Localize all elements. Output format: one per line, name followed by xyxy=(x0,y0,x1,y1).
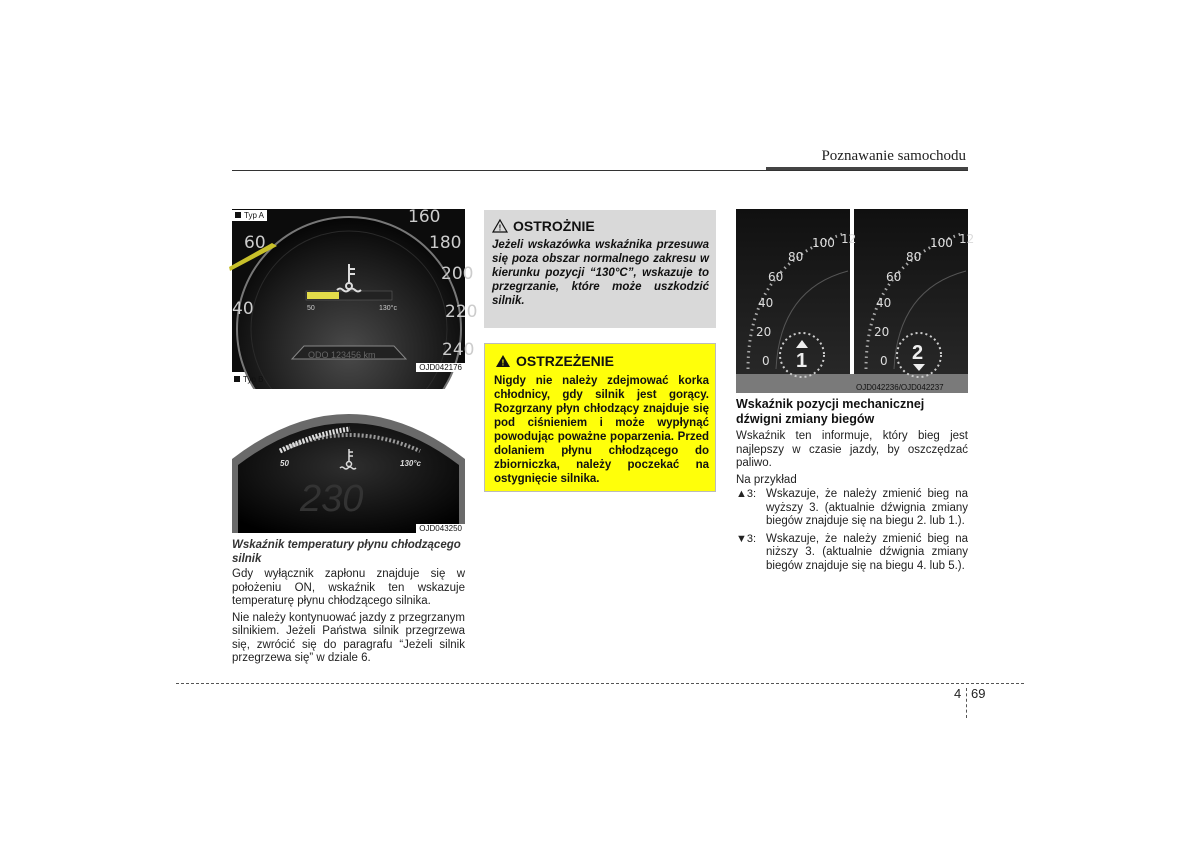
speed-tick: 12 xyxy=(959,232,975,246)
footer-dashed-rule xyxy=(176,683,1024,684)
list-item xyxy=(736,488,968,529)
right-body-text xyxy=(736,430,968,573)
gauge-a-odometer: ODO 123456 km xyxy=(308,350,376,360)
speed-tick: 100 xyxy=(930,236,953,250)
speed-tick: 0 xyxy=(880,354,888,368)
coolant-gauge-type-b-illustration xyxy=(232,389,465,533)
speed-tick: 20 xyxy=(874,325,890,339)
coolant-gauge-type-a-illustration xyxy=(232,207,478,372)
example-label: Na przykład xyxy=(736,473,797,486)
list-item-text: Wskazuje, że należy zmienić bieg na niższy 3. (aktualnie dźwignia zmiany biegów znajduje się na biegu 4. lub 5.). xyxy=(766,532,968,572)
square-bullet-icon xyxy=(234,376,240,382)
coolant-gauge-caption: Wskaźnik temperatury płynu chłodzącego silnik xyxy=(232,539,461,565)
paragraph: Wskaźnik ten informuje, który bieg jest najlepszy w czasie jazdy, by oszczędzać paliwo. xyxy=(736,430,968,469)
photo-type-b xyxy=(232,389,465,533)
gauge-a-max-label: 130°c xyxy=(379,305,397,312)
svg-text:!: ! xyxy=(498,223,502,233)
list-item xyxy=(736,533,968,574)
header-rule xyxy=(232,170,968,171)
shift-down-symbol: ▼3: xyxy=(736,532,757,545)
speed-tick: 40 xyxy=(758,296,774,310)
caution-text: Jeżeli wskazówka wskaźnika przesuwa się poza obszar normalnego zakresu w kierunku pozycji “130°C”, wskazuje to przegrzanie, które może uszkodzić silnik. xyxy=(492,239,709,307)
gear-indicator-illustration xyxy=(736,209,975,393)
gauge-a-min-label: 50 xyxy=(307,305,315,312)
gauge-a-tick: 40 xyxy=(232,299,254,319)
warning-triangle-icon xyxy=(495,354,511,368)
page-number: 69 xyxy=(971,686,986,701)
section-number: 4 xyxy=(954,686,962,701)
speed-tick: 60 xyxy=(886,270,902,284)
gear-indicator-heading: Wskaźnik pozycji mechanicznej dźwigni zmiany biegów xyxy=(736,397,925,426)
gauge-a-tick: 60 xyxy=(244,233,266,253)
speed-tick: 100 xyxy=(812,236,835,250)
caution-box xyxy=(484,210,716,328)
speed-tick: 12 xyxy=(841,232,857,246)
paragraph: Gdy wyłącznik zapłonu znajduje się w położeniu ON, wskaźnik ten wskazuje temperaturę płynu chłodzącego silnika. xyxy=(232,568,465,607)
left-body-text xyxy=(232,568,465,669)
speed-tick: 0 xyxy=(762,354,770,368)
square-bullet-icon xyxy=(235,212,241,218)
speed-tick: 80 xyxy=(906,250,922,264)
speed-tick: 40 xyxy=(876,296,892,310)
photo-b-label: Typ B xyxy=(243,375,264,384)
speed-tick: 80 xyxy=(788,250,804,264)
warning-title: OSTRZEŻENIE xyxy=(516,353,615,369)
photo-a-code: OJD042176 xyxy=(416,363,465,372)
paragraph: Nie należy kontynuować jazdy z przegrzanym silnikiem. Jeżeli Państwa silnik przegrzewa się, zwrócić się do paragrafu “Jeżeli silnik przegrzewa się” w dziale 6. xyxy=(232,611,465,664)
list-item-text: Wskazuje, że należy zmienić bieg na wyższy 3. (aktualnie dźwignia zmiany biegów znajduje się na biegu 2. lub 1.). xyxy=(766,488,968,527)
gauge-a-tick: 220 xyxy=(445,302,478,322)
gear-right-number: 2 xyxy=(912,342,924,364)
photo-type-a xyxy=(232,207,478,372)
gauge-a-tick: 240 xyxy=(442,340,475,360)
gauge-a-tick: 180 xyxy=(429,233,462,253)
warning-box xyxy=(484,343,716,492)
footer-separator xyxy=(966,688,967,718)
gauge-b-digital-readout: 230 xyxy=(300,478,364,520)
photo-gear-code: OJD042236/OJD042237 xyxy=(856,383,944,392)
warning-text: Nigdy nie należy zdejmować korka chłodnicy, gdy silnik jest gorący. Rozgrzany płyn chłodzący znajduje się pod ciśnieniem i może wypłynąć powodując poważne poparzenia. Przed dolaniem płynu chłodzącego do zbiorniczka, należy poczekać na ostygnięcie silnika. xyxy=(494,375,709,485)
gauge-b-min-label: 50 xyxy=(280,459,289,468)
caution-triangle-icon xyxy=(492,219,508,233)
gauge-a-tick: 200 xyxy=(441,264,474,284)
page-header-title: Poznawanie samochodu xyxy=(821,148,966,164)
gear-left-number: 1 xyxy=(796,350,808,372)
speed-tick: 20 xyxy=(756,325,772,339)
speed-tick: 60 xyxy=(768,270,784,284)
caution-title: OSTROŻNIE xyxy=(513,218,595,234)
photo-b-code: OJD043250 xyxy=(416,524,465,533)
photo-a-label: Typ A xyxy=(244,211,265,220)
svg-text:!: ! xyxy=(501,358,505,368)
gauge-b-max-label: 130°c xyxy=(400,459,421,468)
photo-gear-indicator xyxy=(736,209,975,393)
shift-up-symbol: ▲3: xyxy=(736,488,757,500)
gauge-a-tick: 160 xyxy=(408,207,441,227)
